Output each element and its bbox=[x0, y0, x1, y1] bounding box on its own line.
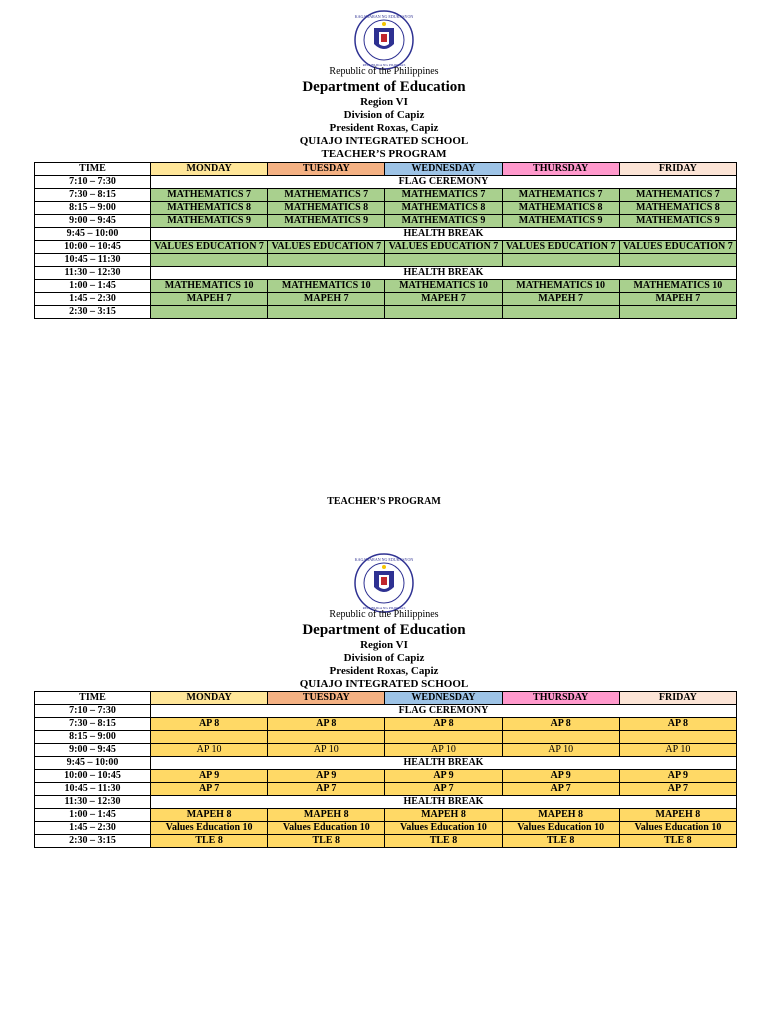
time-slot: 1:45 – 2:30 bbox=[35, 822, 151, 835]
span-activity: HEALTH BREAK bbox=[151, 796, 737, 809]
subject-cell: TLE 8 bbox=[619, 835, 736, 848]
subject-cell bbox=[619, 731, 736, 744]
time-slot: 11:30 – 12:30 bbox=[35, 267, 151, 280]
subject-cell: MATHEMATICS 8 bbox=[502, 202, 619, 215]
time-slot: 7:10 – 7:30 bbox=[35, 176, 151, 189]
table-row bbox=[35, 267, 737, 280]
table-row bbox=[35, 705, 737, 718]
subject-cell: MATHEMATICS 10 bbox=[151, 280, 268, 293]
subject-cell: Values Education 10 bbox=[151, 822, 268, 835]
subject-cell bbox=[619, 306, 736, 319]
subject-cell: MATHEMATICS 10 bbox=[385, 280, 502, 293]
subject-cell: AP 7 bbox=[151, 783, 268, 796]
subject-cell: AP 9 bbox=[502, 770, 619, 783]
day-header-wednesday: WEDNESDAY bbox=[385, 163, 502, 176]
subject-cell: Values Education 10 bbox=[619, 822, 736, 835]
deped-seal-logo bbox=[354, 553, 414, 613]
subject-cell: MATHEMATICS 8 bbox=[268, 202, 385, 215]
subject-cell: MATHEMATICS 7 bbox=[151, 189, 268, 202]
region-label: Region VI bbox=[360, 96, 408, 108]
subject-cell: AP 9 bbox=[151, 770, 268, 783]
day-header-tuesday: TUESDAY bbox=[268, 163, 385, 176]
subject-cell: AP 10 bbox=[502, 744, 619, 757]
table-row bbox=[35, 189, 737, 202]
table-row bbox=[35, 796, 737, 809]
subject-cell: MATHEMATICS 7 bbox=[385, 189, 502, 202]
table-row bbox=[35, 835, 737, 848]
subject-cell: AP 7 bbox=[619, 783, 736, 796]
subject-cell: MAPEH 7 bbox=[151, 293, 268, 306]
subject-cell bbox=[151, 306, 268, 319]
table-row bbox=[35, 744, 737, 757]
time-header: TIME bbox=[35, 163, 151, 176]
time-slot: 11:30 – 12:30 bbox=[35, 796, 151, 809]
subject-cell: Values Education 10 bbox=[385, 822, 502, 835]
subject-cell: AP 10 bbox=[619, 744, 736, 757]
subject-cell: VALUES EDUCATION 7 bbox=[268, 241, 385, 254]
day-header-monday: MONDAY bbox=[151, 692, 268, 705]
seal-text-top: KAGAWARAN NG EDUKASYON bbox=[354, 557, 414, 562]
table-row bbox=[35, 809, 737, 822]
time-slot: 10:00 – 10:45 bbox=[35, 770, 151, 783]
middle-program-title: TEACHER’S PROGRAM bbox=[327, 496, 441, 507]
time-slot: 7:10 – 7:30 bbox=[35, 705, 151, 718]
day-header-monday: MONDAY bbox=[151, 163, 268, 176]
subject-cell: MAPEH 7 bbox=[502, 293, 619, 306]
subject-cell bbox=[151, 731, 268, 744]
subject-cell: MATHEMATICS 10 bbox=[619, 280, 736, 293]
subject-cell: AP 9 bbox=[268, 770, 385, 783]
subject-cell bbox=[151, 254, 268, 267]
time-slot: 1:00 – 1:45 bbox=[35, 280, 151, 293]
subject-cell: Values Education 10 bbox=[268, 822, 385, 835]
subject-cell: MAPEH 8 bbox=[619, 809, 736, 822]
table-row bbox=[35, 254, 737, 267]
header-row bbox=[35, 692, 737, 705]
department-title: Department of Education bbox=[302, 79, 466, 95]
table-row bbox=[35, 306, 737, 319]
subject-cell bbox=[268, 731, 385, 744]
time-slot: 9:45 – 10:00 bbox=[35, 228, 151, 241]
school-name: QUIAJO INTEGRATED SCHOOL bbox=[299, 135, 469, 147]
day-header-friday: FRIDAY bbox=[619, 163, 736, 176]
subject-cell bbox=[502, 306, 619, 319]
subject-cell: MAPEH 8 bbox=[502, 809, 619, 822]
city-label: President Roxas, Capiz bbox=[329, 122, 439, 134]
table-row bbox=[35, 215, 737, 228]
subject-cell: MAPEH 8 bbox=[385, 809, 502, 822]
program-title: TEACHER’S PROGRAM bbox=[321, 148, 447, 160]
subject-cell: MATHEMATICS 8 bbox=[619, 202, 736, 215]
span-activity: HEALTH BREAK bbox=[151, 267, 737, 280]
subject-cell: AP 8 bbox=[619, 718, 736, 731]
day-header-wednesday: WEDNESDAY bbox=[385, 692, 502, 705]
table-row bbox=[35, 822, 737, 835]
table-row bbox=[35, 176, 737, 189]
subject-cell: MATHEMATICS 9 bbox=[268, 215, 385, 228]
subject-cell: AP 8 bbox=[502, 718, 619, 731]
table-row bbox=[35, 757, 737, 770]
subject-cell: MATHEMATICS 7 bbox=[268, 189, 385, 202]
city-label: President Roxas, Capiz bbox=[329, 665, 439, 677]
subject-cell bbox=[385, 306, 502, 319]
time-slot: 2:30 – 3:15 bbox=[35, 835, 151, 848]
table-row bbox=[35, 770, 737, 783]
subject-cell: TLE 8 bbox=[268, 835, 385, 848]
subject-cell: MAPEH 7 bbox=[268, 293, 385, 306]
subject-cell bbox=[502, 254, 619, 267]
subject-cell: MATHEMATICS 10 bbox=[502, 280, 619, 293]
subject-cell: MATHEMATICS 8 bbox=[385, 202, 502, 215]
time-slot: 10:45 – 11:30 bbox=[35, 783, 151, 796]
subject-cell: VALUES EDUCATION 7 bbox=[619, 241, 736, 254]
republic-label: Republic of the Philippines bbox=[329, 609, 439, 620]
time-slot: 10:45 – 11:30 bbox=[35, 254, 151, 267]
subject-cell: MAPEH 7 bbox=[385, 293, 502, 306]
time-slot: 10:00 – 10:45 bbox=[35, 241, 151, 254]
day-header-thursday: THURSDAY bbox=[502, 692, 619, 705]
day-header-thursday: THURSDAY bbox=[502, 163, 619, 176]
seal-text-bottom: REPUBLIKA NG PILIPINAS bbox=[362, 63, 406, 67]
subject-cell: MATHEMATICS 9 bbox=[385, 215, 502, 228]
division-label: Division of Capiz bbox=[343, 109, 425, 121]
subject-cell: AP 10 bbox=[268, 744, 385, 757]
time-header: TIME bbox=[35, 692, 151, 705]
time-slot: 9:00 – 9:45 bbox=[35, 215, 151, 228]
subject-cell bbox=[502, 731, 619, 744]
subject-cell: MAPEH 8 bbox=[268, 809, 385, 822]
subject-cell: AP 7 bbox=[268, 783, 385, 796]
table-row bbox=[35, 228, 737, 241]
subject-cell: TLE 8 bbox=[385, 835, 502, 848]
subject-cell: TLE 8 bbox=[151, 835, 268, 848]
subject-cell: MAPEH 7 bbox=[619, 293, 736, 306]
time-slot: 1:00 – 1:45 bbox=[35, 809, 151, 822]
subject-cell: MATHEMATICS 9 bbox=[502, 215, 619, 228]
time-slot: 8:15 – 9:00 bbox=[35, 731, 151, 744]
subject-cell: MATHEMATICS 9 bbox=[619, 215, 736, 228]
subject-cell: MATHEMATICS 9 bbox=[151, 215, 268, 228]
span-activity: HEALTH BREAK bbox=[151, 757, 737, 770]
subject-cell: MATHEMATICS 8 bbox=[151, 202, 268, 215]
time-slot: 2:30 – 3:15 bbox=[35, 306, 151, 319]
table-row bbox=[35, 280, 737, 293]
table-row bbox=[35, 783, 737, 796]
time-slot: 7:30 – 8:15 bbox=[35, 718, 151, 731]
subject-cell: AP 10 bbox=[385, 744, 502, 757]
subject-cell: Values Education 10 bbox=[502, 822, 619, 835]
subject-cell: VALUES EDUCATION 7 bbox=[151, 241, 268, 254]
time-slot: 9:00 – 9:45 bbox=[35, 744, 151, 757]
table-row bbox=[35, 293, 737, 306]
schedule-table-1 bbox=[34, 162, 737, 319]
span-activity: FLAG CEREMONY bbox=[151, 176, 737, 189]
subject-cell: MATHEMATICS 7 bbox=[502, 189, 619, 202]
time-slot: 7:30 – 8:15 bbox=[35, 189, 151, 202]
subject-cell: AP 9 bbox=[619, 770, 736, 783]
school-name: QUIAJO INTEGRATED SCHOOL bbox=[299, 678, 469, 690]
subject-cell: AP 8 bbox=[151, 718, 268, 731]
department-title: Department of Education bbox=[302, 622, 466, 638]
table-row bbox=[35, 718, 737, 731]
division-label: Division of Capiz bbox=[343, 652, 425, 664]
table-row bbox=[35, 202, 737, 215]
deped-seal-logo bbox=[354, 10, 414, 70]
schedule-table-2 bbox=[34, 691, 737, 848]
span-activity: FLAG CEREMONY bbox=[151, 705, 737, 718]
header-row bbox=[35, 163, 737, 176]
time-slot: 9:45 – 10:00 bbox=[35, 757, 151, 770]
region-label: Region VI bbox=[360, 639, 408, 651]
subject-cell: AP 8 bbox=[268, 718, 385, 731]
subject-cell bbox=[385, 731, 502, 744]
subject-cell: AP 7 bbox=[385, 783, 502, 796]
subject-cell: AP 9 bbox=[385, 770, 502, 783]
subject-cell: MATHEMATICS 7 bbox=[619, 189, 736, 202]
subject-cell: VALUES EDUCATION 7 bbox=[385, 241, 502, 254]
subject-cell: TLE 8 bbox=[502, 835, 619, 848]
subject-cell bbox=[385, 254, 502, 267]
table-row bbox=[35, 731, 737, 744]
subject-cell bbox=[268, 254, 385, 267]
table-row bbox=[35, 241, 737, 254]
seal-text-top: KAGAWARAN NG EDUKASYON bbox=[354, 14, 414, 19]
subject-cell: MAPEH 8 bbox=[151, 809, 268, 822]
subject-cell: AP 7 bbox=[502, 783, 619, 796]
subject-cell: AP 8 bbox=[385, 718, 502, 731]
subject-cell bbox=[268, 306, 385, 319]
subject-cell: VALUES EDUCATION 7 bbox=[502, 241, 619, 254]
span-activity: HEALTH BREAK bbox=[151, 228, 737, 241]
subject-cell bbox=[619, 254, 736, 267]
time-slot: 8:15 – 9:00 bbox=[35, 202, 151, 215]
day-header-tuesday: TUESDAY bbox=[268, 692, 385, 705]
republic-label: Republic of the Philippines bbox=[329, 66, 439, 77]
seal-text-bottom: REPUBLIKA NG PILIPINAS bbox=[362, 606, 406, 610]
subject-cell: AP 10 bbox=[151, 744, 268, 757]
day-header-friday: FRIDAY bbox=[619, 692, 736, 705]
time-slot: 1:45 – 2:30 bbox=[35, 293, 151, 306]
subject-cell: MATHEMATICS 10 bbox=[268, 280, 385, 293]
